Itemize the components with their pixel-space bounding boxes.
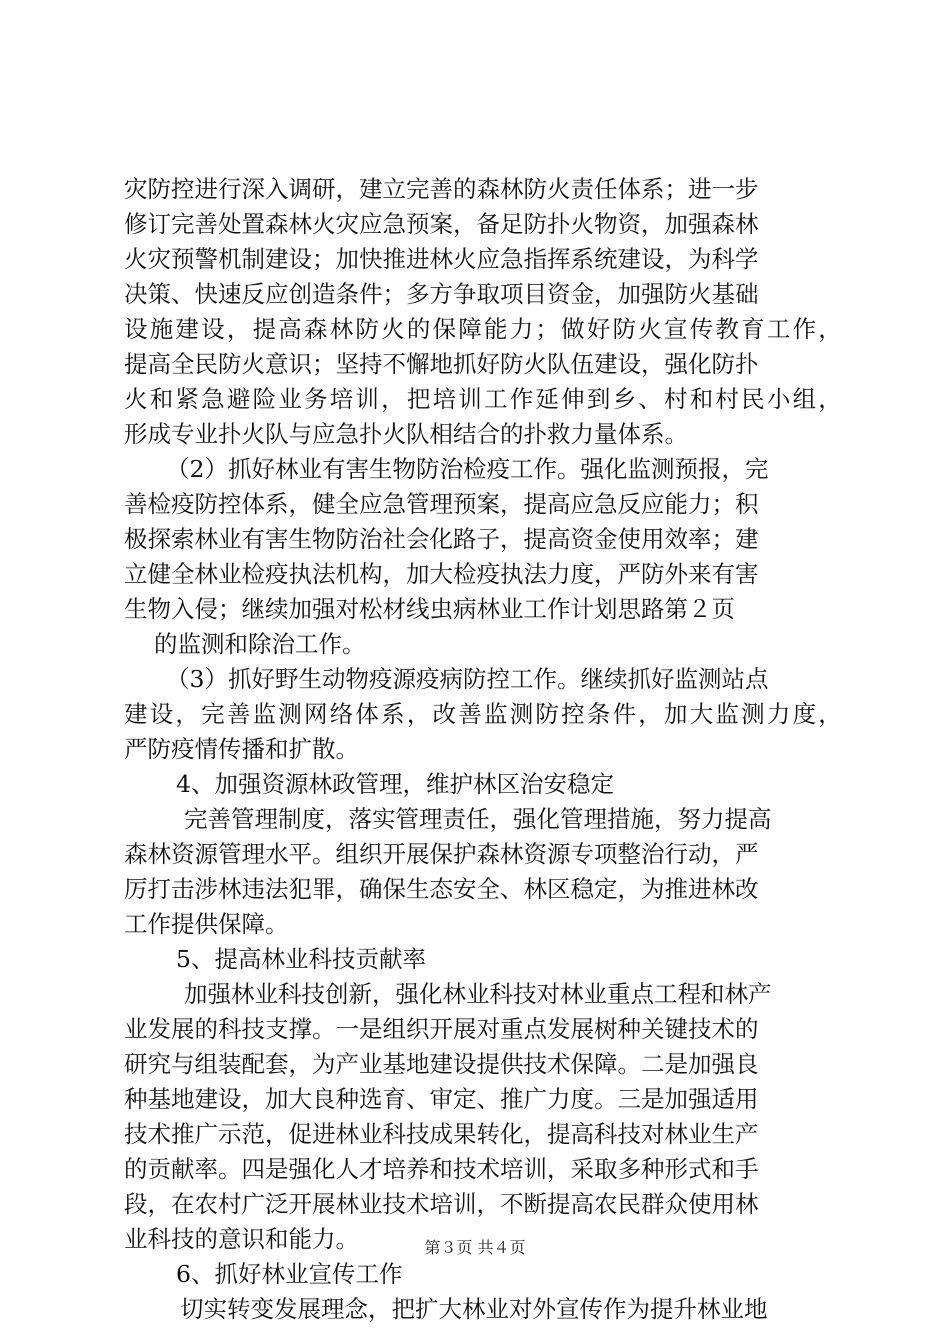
text-line: 建设，完善监测网络体系，改善监测防控条件，加大监测力度， [124, 700, 844, 728]
text-line: 设施建设，提高森林防火的保障能力；做好防火宣传教育工作， [124, 315, 844, 343]
text-line: 加强林业科技创新，强化林业科技对林业重点工程和林产 [184, 980, 772, 1008]
text-line: 工作提供保障。 [124, 910, 289, 938]
text-line: 火和紧急避险业务培训，把培训工作延伸到乡、村和村民小组， [124, 385, 844, 413]
text-line: 种基地建设，加大良种选育、审定、推广力度。三是加强适用 [124, 1085, 759, 1113]
text-line: 决策、快速反应创造条件；多方争取项目资金，加强防火基础 [124, 280, 759, 308]
text-line: 5、提高林业科技贡献率 [176, 945, 426, 973]
text-line: 厉打击涉林违法犯罪，确保生态安全、林区稳定，为推进林改 [124, 875, 759, 903]
text-line: 严防疫情传播和扩散。 [124, 735, 359, 763]
text-line: 技术推广示范，促进林业科技成果转化，提高科技对林业生产 [124, 1120, 759, 1148]
text-line: 完善管理制度，落实管理责任，强化管理措施，努力提高 [184, 805, 772, 833]
text-line: 善检疫防控体系，健全应急管理预案，提高应急反应能力；积 [124, 490, 759, 518]
text-line: 灾防控进行深入调研，建立完善的森林防火责任体系；进一步 [124, 175, 759, 203]
text-line: 火灾预警机制建设；加快推进林火应急指挥系统建设，为科学 [124, 245, 759, 273]
text-line: 形成专业扑火队与应急扑火队相结合的扑救力量体系。 [124, 420, 688, 448]
text-line: 的监测和除治工作。 [154, 630, 366, 658]
text-line: 提高全民防火意识；坚持不懈地抓好防火队伍建设，强化防扑 [124, 350, 759, 378]
text-line: 切实转变发展理念，把扩大林业对外宣传作为提升林业地 [180, 1295, 768, 1323]
text-line: （2）抓好林业有害生物防治检疫工作。强化监测预报，完 [166, 455, 769, 483]
text-line: 段，在农村广泛开展林业技术培训，不断提高农民群众使用林 [124, 1190, 759, 1218]
text-line: 的贡献率。四是强化人才培养和技术培训，采取多种形式和手 [124, 1155, 759, 1183]
page-footer: 第３页 共４页 [424, 1238, 526, 1257]
text-line: 6、抓好林业宣传工作 [176, 1260, 403, 1288]
text-line: 4、加强资源林政管理，维护林区治安稳定 [176, 770, 614, 798]
text-line: 极探索林业有害生物防治社会化路子，提高资金使用效率；建 [124, 525, 759, 553]
text-line: 生物入侵；继续加强对松材线虫病林业工作计划思路第２页 [124, 595, 735, 623]
text-line: 研究与组装配套，为产业基地建设提供技术保障。二是加强良 [124, 1050, 759, 1078]
text-line: 立健全林业检疫执法机构，加大检疫执法力度，严防外来有害 [124, 560, 759, 588]
text-line: 修订完善处置森林火灾应急预案，备足防扑火物资，加强森林 [124, 210, 759, 238]
text-line: 业科技的意识和能力。 [124, 1225, 359, 1253]
text-line: 森林资源管理水平。组织开展保护森林资源专项整治行动，严 [124, 840, 759, 868]
text-line: （3）抓好野生动物疫源疫病防控工作。继续抓好监测站点 [166, 665, 769, 693]
text-line: 业发展的科技支撑。一是组织开展对重点发展树种关键技术的 [124, 1015, 759, 1043]
document-body [124, 172, 844, 1327]
